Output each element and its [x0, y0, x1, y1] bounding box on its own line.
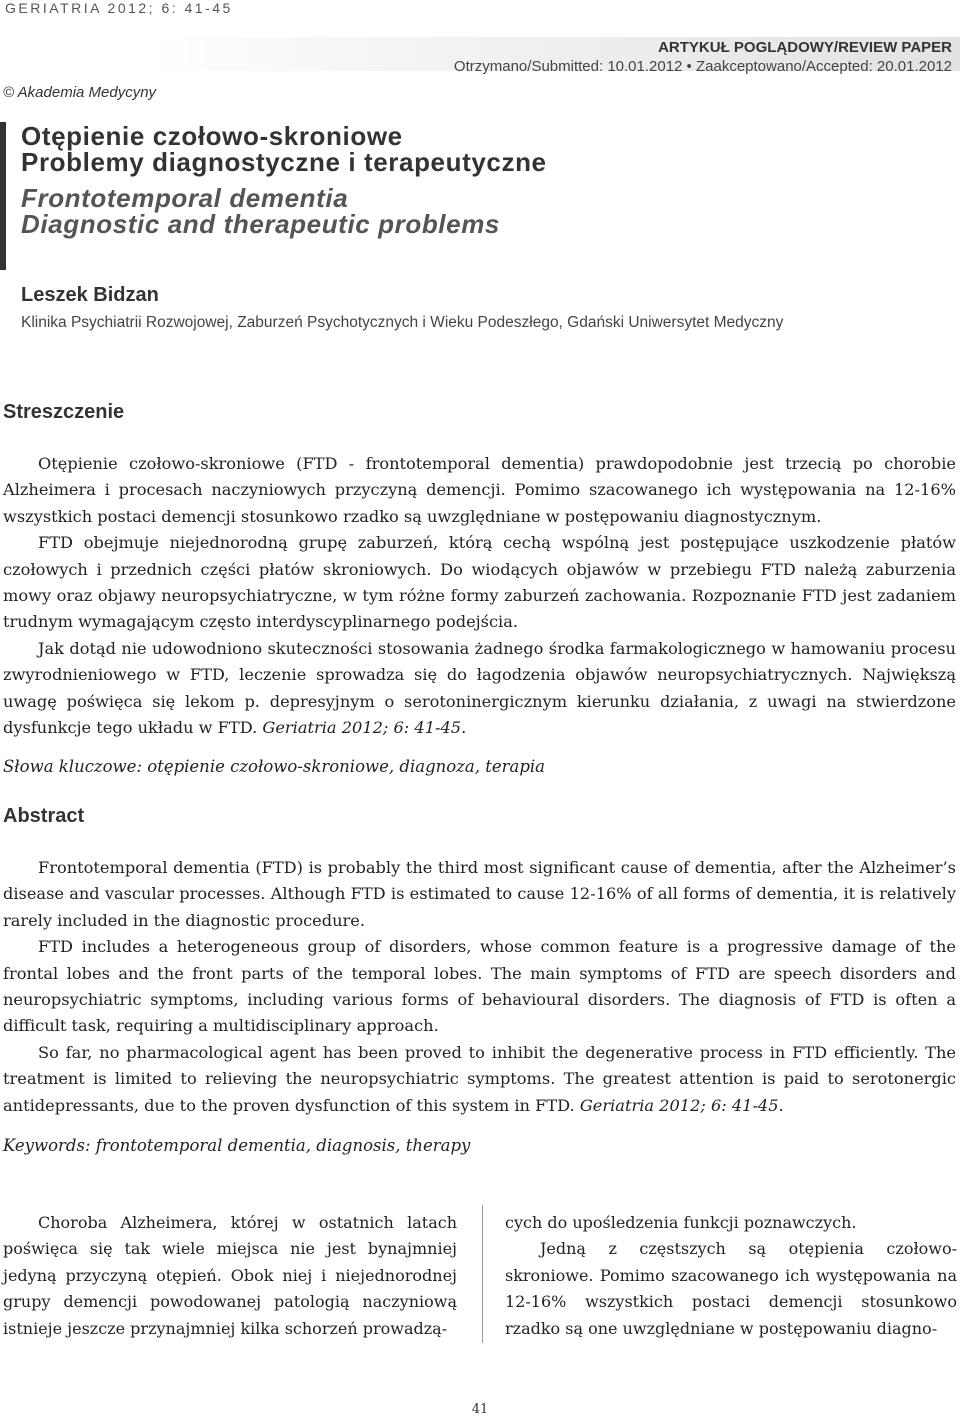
body-paragraph: Choroba Alzheimera, której w ostatnich latach poświęca się tak wiele miejsca nie jest bynajmniej jedyną przyczyną otępień. Obok niej i niejednorodnej grupy demencji powodowanej patologią naczyniową istnieje jeszcze przynajmniej kilka schorzeń prowadzą-: [3, 1213, 457, 1338]
page-number: 41: [471, 1402, 489, 1417]
abstract-citation: Geriatria 2012; 6: 41-45.: [579, 1095, 784, 1115]
abstract-keywords: Keywords: frontotemporal dementia, diagnosis, therapy: [3, 1136, 471, 1155]
title-en-line1: Frontotemporal dementia: [21, 183, 349, 213]
streszczenie-paragraph: FTD obejmuje niejednorodną grupę zaburzeń, którą cechą wspólną jest postępujące uszkodzenie płatów czołowych i przednich części płatów skroniowych. Do wiodących objawów w przebiegu FTD należą zaburzenia mowy oraz objawy neuropsychiatryczne, w tym różne formy zaburzeń zachowania. Rozpoznanie FTD jest zadaniem trudnym wymagającym często interdyscyplinarnego podejścia.: [3, 533, 956, 632]
abstract-paragraph: FTD includes a heterogeneous group of disorders, whose common feature is a progressive damage of the frontal lobes and the front parts of the temporal lobes. The main symptoms of FTD are speech disorders and neuropsychiatric symptoms, including various forms of behavioural disorders. The diagnosis of FTD is often a difficult task, requiring a multidisciplinary approach.: [3, 937, 956, 1036]
title-pl-line1: Otępienie czołowo-skroniowe: [21, 121, 403, 151]
abstract-paragraph: So far, no pharmacological agent has been proved to inhibit the degenerative process in FTD efficiently. The treatment is limited to relieving the neuropsychiatric symptoms. The greatest attention is paid to serotonergic antidepressants, due to the proven dysfunction of this system in FTD. Geriatria 2012; 6: 41-45.: [3, 1042, 956, 1115]
streszczenie-body: [3, 451, 956, 741]
abstract-heading: Abstract: [3, 805, 85, 827]
title-pl-line2: Problemy diagnostyczne i terapeutyczne: [21, 147, 547, 177]
copyright-notice: © Akademia Medycyny: [3, 84, 157, 101]
title-en-line2: Diagnostic and therapeutic problems: [21, 209, 500, 239]
streszczenie-citation: Geriatria 2012; 6: 41-45.: [262, 718, 467, 738]
article-type: ARTYKUŁ POGLĄDOWY/REVIEW PAPER: [658, 39, 952, 56]
body-left-column: [3, 1210, 457, 1342]
streszczenie-heading: Streszczenie: [3, 401, 125, 423]
title-accent-bar: [0, 122, 6, 270]
streszczenie-keywords: Słowa kluczowe: otępienie czołowo-skroniowe, diagnoza, terapia: [3, 757, 546, 776]
abstract-paragraph: Frontotemporal dementia (FTD) is probably the third most significant cause of dementia, after the Alzheimer’s disease and vascular processes. Although FTD is estimated to cause 12-16% of all forms of dementia, it is relatively rarely included in the diagnostic procedure.: [3, 858, 956, 930]
body-paragraph: Jedną z częstszych są otępienia czołowo-skroniowe. Pomimo szacowanego ich występowania na 12-16% wszystkich postaci demencji stosunkowo rzadko są one uwzględniane w postępowaniu diagno-: [505, 1239, 957, 1338]
submission-dates: Otrzymano/Submitted: 10.01.2012 • Zaakceptowano/Accepted: 20.01.2012: [453, 58, 952, 75]
author-name: Leszek Bidzan: [21, 284, 159, 306]
streszczenie-paragraph: Otępienie czołowo-skroniowe (FTD - frontotemporal dementia) prawdopodobnie jest trzecią po chorobie Alzheimera i procesach naczyniowych przyczyną demencji. Pomimo szacowanego ich występowania na 12-16% wszystkich postaci demencji stosunkowo rzadko są uwzględniane w postępowaniu diagnostycznym.: [3, 454, 956, 526]
body-right-column: [505, 1210, 957, 1342]
column-divider: [482, 1205, 483, 1343]
author-affiliation: Klinika Psychiatrii Rozwojowej, Zaburzeń Psychotycznych i Wieku Podeszłego, Gdański Uniwersytet Medyczny: [21, 314, 784, 331]
journal-header: GERIATRIA 2012; 6: 41-45: [5, 0, 233, 16]
streszczenie-paragraph: Jak dotąd nie udowodniono skuteczności stosowania żadnego środka farmakologicznego w hamowaniu procesu zwyrodnieniowego w FTD, leczenie sprowadza się do łagodzenia objawów neuropsychiatrycznych. Największą uwagę poświęca się lekom p. depresyjnym o serotoninergicznym kierunku działania, z uwagi na stwierdzone dysfunkcje tego układu w FTD. Geriatria 2012; 6: 41-45.: [3, 638, 956, 738]
body-paragraph: cych do upośledzenia funkcji poznawczych.: [505, 1213, 857, 1232]
abstract-body: [3, 855, 956, 1119]
